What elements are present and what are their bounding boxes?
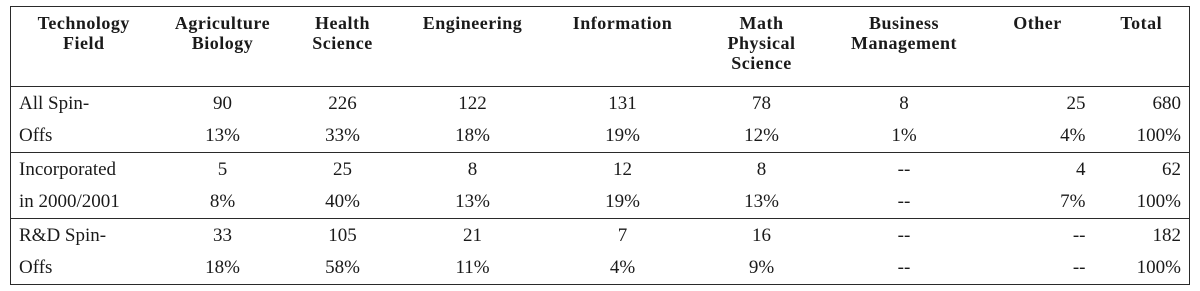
header-agriculture-biology xyxy=(157,7,289,87)
table-row-percents xyxy=(11,252,1190,285)
table-row-counts xyxy=(11,87,1190,120)
percent-cell: 13% xyxy=(744,191,779,213)
header-line: Other xyxy=(1013,13,1062,33)
count-cell: 16 xyxy=(697,219,827,252)
header-line: Science xyxy=(312,33,373,53)
count-cell: -- xyxy=(827,219,982,252)
count-cell: 131 xyxy=(549,87,697,120)
count-cell: 90 xyxy=(157,87,289,120)
header-line: Field xyxy=(63,33,105,53)
header-row xyxy=(11,7,1190,87)
header-technology-field xyxy=(11,7,157,87)
header-line: Technology xyxy=(37,13,130,33)
header-line: Total xyxy=(1120,13,1163,33)
percent-cell: 18% xyxy=(455,125,490,147)
spin-off-table-container xyxy=(10,6,1189,285)
table-row-counts xyxy=(11,153,1190,186)
percent-cell: 19% xyxy=(605,125,640,147)
percent-cell: 4% xyxy=(1060,125,1086,147)
table-header xyxy=(11,7,1190,87)
header-line: Business xyxy=(868,13,940,33)
count-cell: -- xyxy=(827,153,982,186)
count-cell: 8 xyxy=(697,153,827,186)
percent-cell: -- xyxy=(1072,257,1086,279)
percent-cell: 11% xyxy=(455,257,490,279)
header-information xyxy=(549,7,697,87)
table-row-counts xyxy=(11,219,1190,252)
count-cell: 25 xyxy=(289,153,397,186)
count-cell: -- xyxy=(982,219,1094,252)
percent-cell: 1% xyxy=(891,125,917,147)
count-cell: 21 xyxy=(397,219,549,252)
row-label: All Spin- xyxy=(11,87,157,120)
percent-cell: -- xyxy=(897,257,911,279)
count-cell: 122 xyxy=(397,87,549,120)
row-label: in 2000/2001 xyxy=(19,191,120,213)
header-line: Physical xyxy=(727,33,796,53)
percent-cell: 13% xyxy=(455,191,490,213)
count-cell: 7 xyxy=(549,219,697,252)
count-cell: 8 xyxy=(397,153,549,186)
count-cell: 62 xyxy=(1094,153,1190,186)
count-cell: 4 xyxy=(982,153,1094,186)
header-health-science xyxy=(289,7,397,87)
percent-cell: 7% xyxy=(1060,191,1086,213)
count-cell: 78 xyxy=(697,87,827,120)
header-line: Management xyxy=(851,33,957,53)
header-line: Engineering xyxy=(422,13,523,33)
header-business-management xyxy=(827,7,982,87)
count-cell: 680 xyxy=(1094,87,1190,120)
percent-cell: -- xyxy=(897,191,911,213)
table-row-percents xyxy=(11,186,1190,219)
header-engineering xyxy=(397,7,549,87)
count-cell: 105 xyxy=(289,219,397,252)
row-label: Offs xyxy=(19,125,53,147)
row-label: Incorporated xyxy=(11,153,157,186)
spin-offs-by-technology-field-table xyxy=(10,6,1190,285)
header-line: Biology xyxy=(191,33,254,53)
percent-cell: 19% xyxy=(605,191,640,213)
table-body xyxy=(11,87,1190,285)
header-line: Health xyxy=(315,13,370,33)
header-line: Agriculture xyxy=(174,13,271,33)
percent-cell: 33% xyxy=(325,125,360,147)
percent-cell: 9% xyxy=(748,257,775,279)
percent-cell: 58% xyxy=(325,257,360,279)
percent-cell: 8% xyxy=(209,191,236,213)
percent-cell: 100% xyxy=(1136,257,1181,279)
header-line: Math xyxy=(739,13,784,33)
percent-cell: 40% xyxy=(325,191,360,213)
percent-cell: 100% xyxy=(1136,125,1181,147)
percent-cell: 12% xyxy=(744,125,779,147)
percent-cell: 4% xyxy=(609,257,636,279)
percent-cell: 13% xyxy=(205,125,240,147)
count-cell: 226 xyxy=(289,87,397,120)
count-cell: 8 xyxy=(827,87,982,120)
header-math-physical-science xyxy=(697,7,827,87)
count-cell: 12 xyxy=(549,153,697,186)
count-cell: 182 xyxy=(1094,219,1190,252)
row-label: Offs xyxy=(19,257,53,279)
count-cell: 25 xyxy=(982,87,1094,120)
header-other xyxy=(982,7,1094,87)
header-line: Science xyxy=(731,53,792,73)
row-label: R&D Spin- xyxy=(11,219,157,252)
count-cell: 33 xyxy=(157,219,289,252)
percent-cell: 18% xyxy=(205,257,240,279)
table-row-percents xyxy=(11,120,1190,153)
percent-cell: 100% xyxy=(1136,191,1181,213)
count-cell: 5 xyxy=(157,153,289,186)
header-total xyxy=(1094,7,1190,87)
header-line: Information xyxy=(572,13,673,33)
